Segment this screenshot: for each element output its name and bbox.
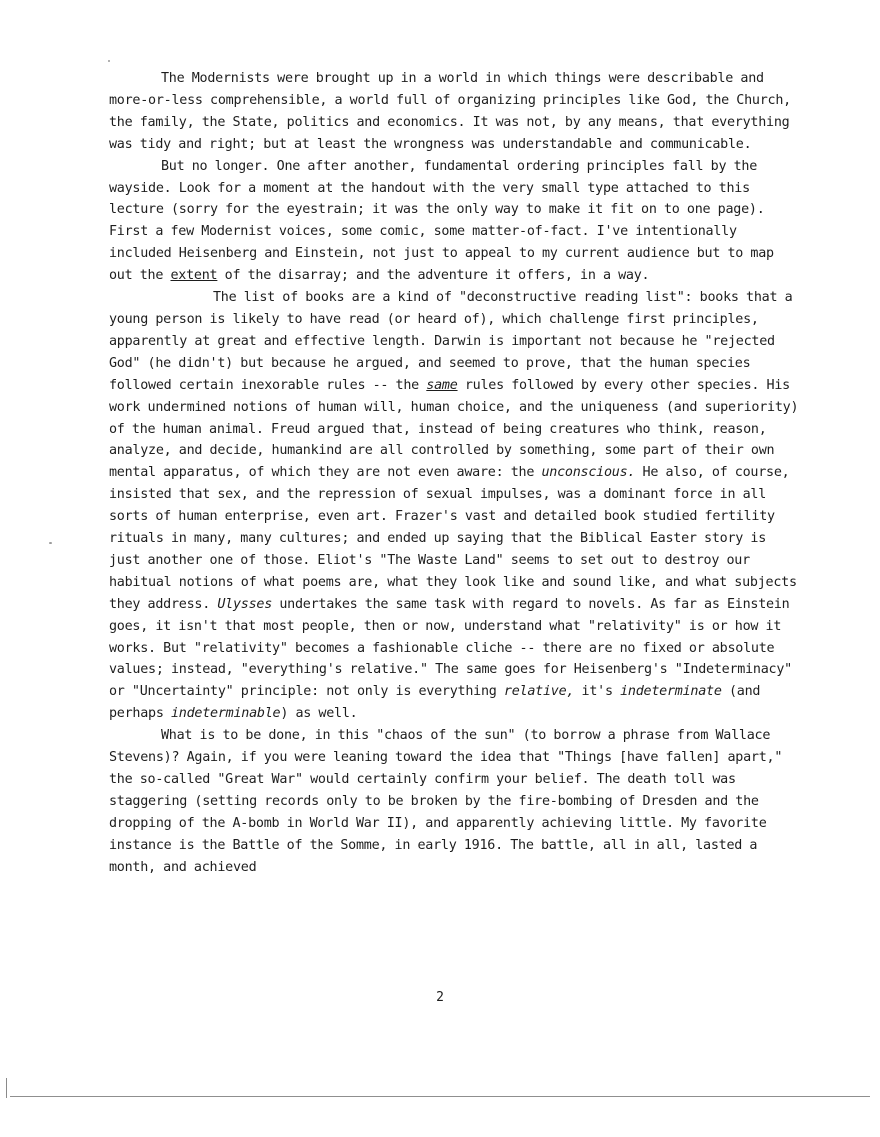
paragraph-text: What is to be done, in this "chaos of the sun" (to borrow a phrase from Wallace Stevens)? Again, if you were leaning toward the idea that "Things [have fallen] apart," the so-called "Great War" would certainly confirm your belief. The death toll was staggering (setting records only to be broken by the fire-bombing of Dresden and the dropping of the A-bomb in World War II), and apparently achieving little. My favorite instance is the Battle of the Somme, in early 1916. The battle, all in all, lasted a month, and achieved — [109, 728, 783, 875]
page-number: 2 — [436, 990, 444, 1005]
paragraph-text: (and perhaps — [109, 684, 761, 722]
underlined-word: extent — [170, 268, 218, 284]
paragraph-text: The list of books are a kind of "deconstructive reading list": books that a young person is likely to have read (or heard of), which challenge first principles, apparently at great and effective length. Darwin is important not because he "rejected God" (he didn't) but because he argued, and seemed to prove, that the human species followed certain inexorable rules -- the — [109, 290, 793, 393]
paragraph-text: But no longer. One after another, fundamental ordering principles fall by the wayside. Look for a moment at the handout with the very small type attached to this lecture (sorry for the eyestrain; it was the only way to make it fit on to one page). First a few Modernist voices, some comic, some matter-of-fact. I've intentionally included Heisenberg and Einstein, not just to appeal to my current audience but to map out the — [109, 158, 774, 284]
paragraph-text: rules followed by every other species. His work undermined notions of human will, human choice, and the uniqueness (and superiority) of the human animal. Freud argued that, instead of being creatures who think, reason, analyze, and decide, humankind are all controlled by something, some part of their own mental apparatus, of which they are not even aware: the — [109, 377, 799, 481]
italic-word: indeterminate — [620, 684, 722, 700]
body-text — [109, 68, 799, 879]
scan-speck — [108, 60, 110, 62]
paragraph-no-longer — [109, 156, 799, 287]
scan-speck — [49, 542, 52, 544]
paragraph-text: He also, of course, insisted that sex, and the repression of sexual impulses, was a dominant force in all sorts of human enterprise, even art. Frazer's vast and detailed book studied fertility rituals in many, many cultures; and ended up saying that the Biblical Easter story is just another one of those. Eliot's "The Waste Land" seems to set out to destroy our habitual notions of what poems are, what they look like and sound like, and what subjects they address. — [109, 465, 797, 612]
paragraph-modernists — [109, 68, 799, 156]
italic-word: indeterminable — [171, 706, 281, 722]
emphasized-word: same — [426, 377, 458, 393]
scan-bottom-rule — [10, 1096, 870, 1097]
paragraph-reading-list — [109, 287, 799, 725]
paragraph-text: The Modernists were brought up in a world in which things were describable and more-or-less comprehensible, a world full of organizing principles like God, the Church, the family, the State, politics and economics. It was not, by any means, that everything was tidy and right; but at least the wrongness was understandable and communicable. — [109, 71, 791, 152]
paragraph-what-is-to-be-done — [109, 725, 799, 878]
italic-word: relative, — [503, 684, 575, 700]
paragraph-text: ) as well. — [280, 706, 358, 722]
paragraph-text: of the disarray; and the adventure it offers, in a way. — [217, 268, 650, 284]
scan-edge-mark — [6, 1078, 7, 1098]
italic-title: Ulysses — [217, 596, 273, 612]
paragraph-text: it's — [574, 684, 621, 700]
paragraph-text: undertakes the same task with regard to novels. As far as Einstein goes, it isn't that most people, then or now, understand what "relativity" is or how it works. But "relativity" becomes a fashionable cliche -- there are no fixed or absolute values; instead, "everything's relative." The same goes for Heisenberg's "Indeterminacy" or "Uncertainty" principle: not only is everything — [109, 596, 792, 700]
italic-word: unconscious. — [541, 465, 636, 481]
